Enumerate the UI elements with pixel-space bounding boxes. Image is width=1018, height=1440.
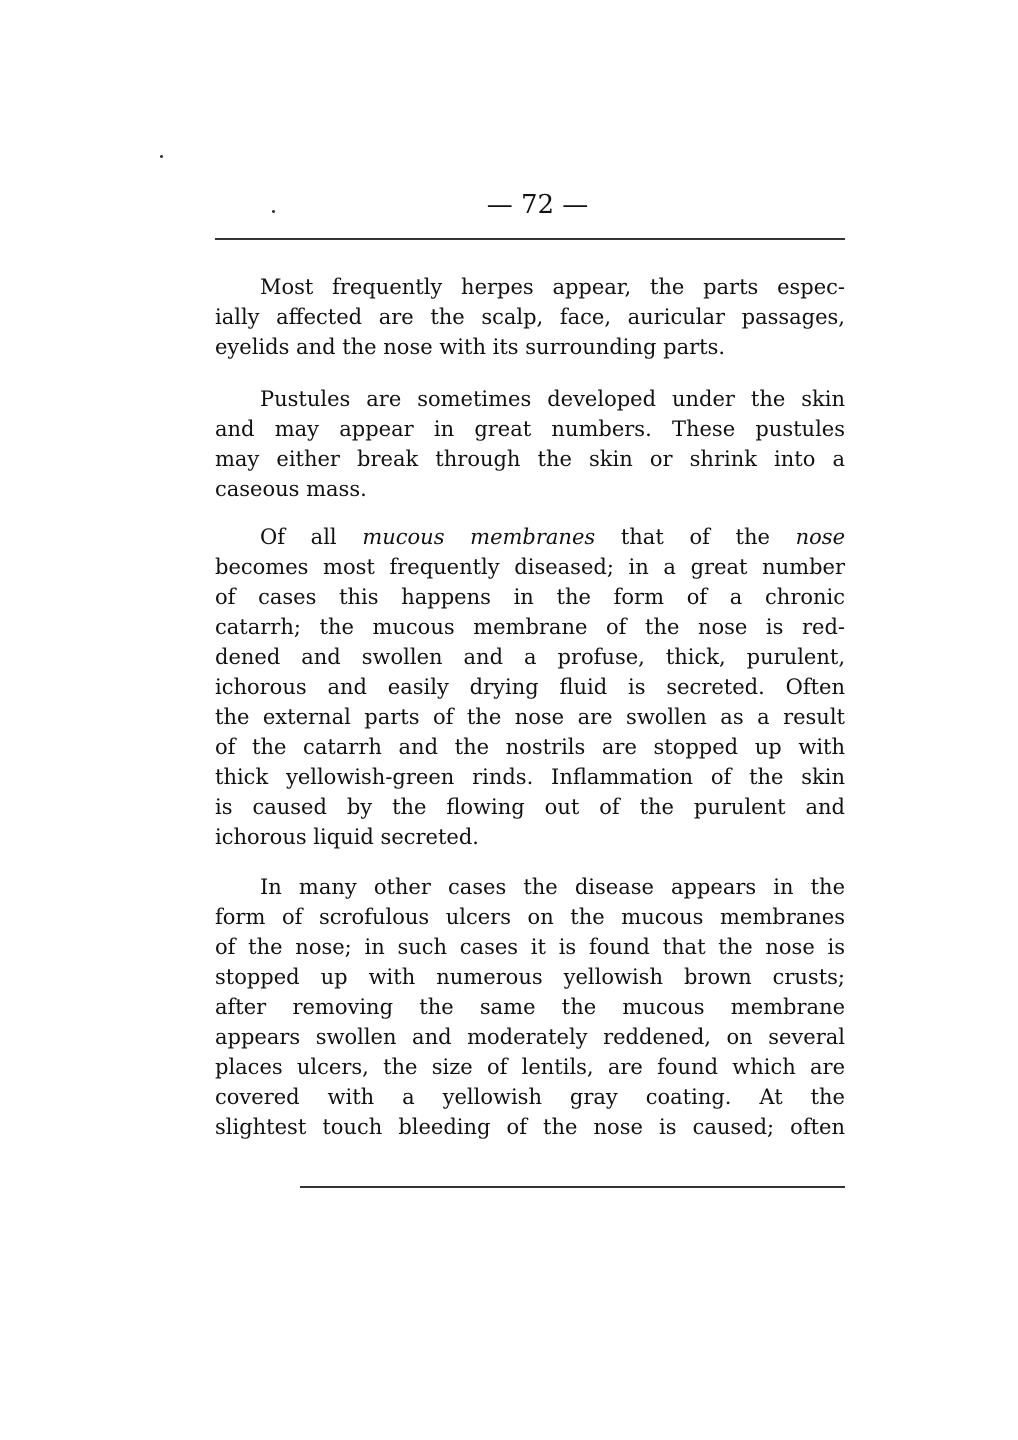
footer-rule: [300, 1186, 845, 1188]
text-line: places ulcers, the size of lentils, are found which are: [215, 1055, 845, 1079]
text-line: eyelids and the nose with its surrounding parts.: [215, 335, 726, 359]
text-line: of cases this happens in the form of a chronic: [215, 585, 845, 609]
text-line: Most frequently herpes appear, the parts espec-: [260, 275, 845, 299]
paragraph-3: [215, 522, 845, 852]
page-body: [215, 272, 845, 1142]
text-line: caseous mass.: [215, 477, 367, 501]
paragraph-4: [215, 872, 845, 1142]
paragraph-2: [215, 384, 845, 504]
text-line: and may appear in great numbers. These pustules: [215, 417, 845, 441]
text-line: the external parts of the nose are swollen as a result: [215, 705, 845, 729]
text-line: covered with a yellowish gray coating. At the: [215, 1085, 845, 1109]
text-line: appears swollen and moderately reddened, on several: [215, 1025, 845, 1049]
text-line: stopped up with numerous yellowish brown crusts;: [215, 965, 845, 989]
text-line: catarrh; the mucous membrane of the nose is red-: [215, 615, 845, 639]
header-rule: [215, 238, 845, 240]
text-line: of the nose; in such cases it is found that the nose is: [215, 935, 845, 959]
text-line: form of scrofulous ulcers on the mucous membranes: [215, 905, 845, 929]
text-line: dened and swollen and a profuse, thick, purulent,: [215, 645, 845, 669]
text-line: Pustules are sometimes developed under the skin: [260, 387, 845, 411]
text-line: slightest touch bleeding of the nose is caused; often: [215, 1115, 845, 1139]
paragraph-1: [215, 272, 845, 362]
page-number: — 72 —: [486, 190, 589, 220]
text-line: may either break through the skin or shrink into a: [215, 447, 845, 471]
text-line: after removing the same the mucous membrane: [215, 995, 845, 1019]
text-line: Of all mucous membranes that of the nose: [260, 525, 846, 549]
text-line: thick yellowish-green rinds. Inflammation of the skin: [215, 765, 845, 789]
text-line: In many other cases the disease appears in the: [260, 875, 845, 899]
text-line: ichorous and easily drying fluid is secreted. Often: [215, 675, 845, 699]
text-line: is caused by the flowing out of the purulent and: [215, 795, 845, 819]
text-line: ichorous liquid secreted.: [215, 825, 479, 849]
scan-speck: [160, 155, 163, 158]
text-line: of the catarrh and the nostrils are stopped up with: [215, 735, 845, 759]
text-line: becomes most frequently diseased; in a great number: [215, 555, 845, 579]
text-line: ially affected are the scalp, face, auricular passages,: [215, 305, 845, 329]
